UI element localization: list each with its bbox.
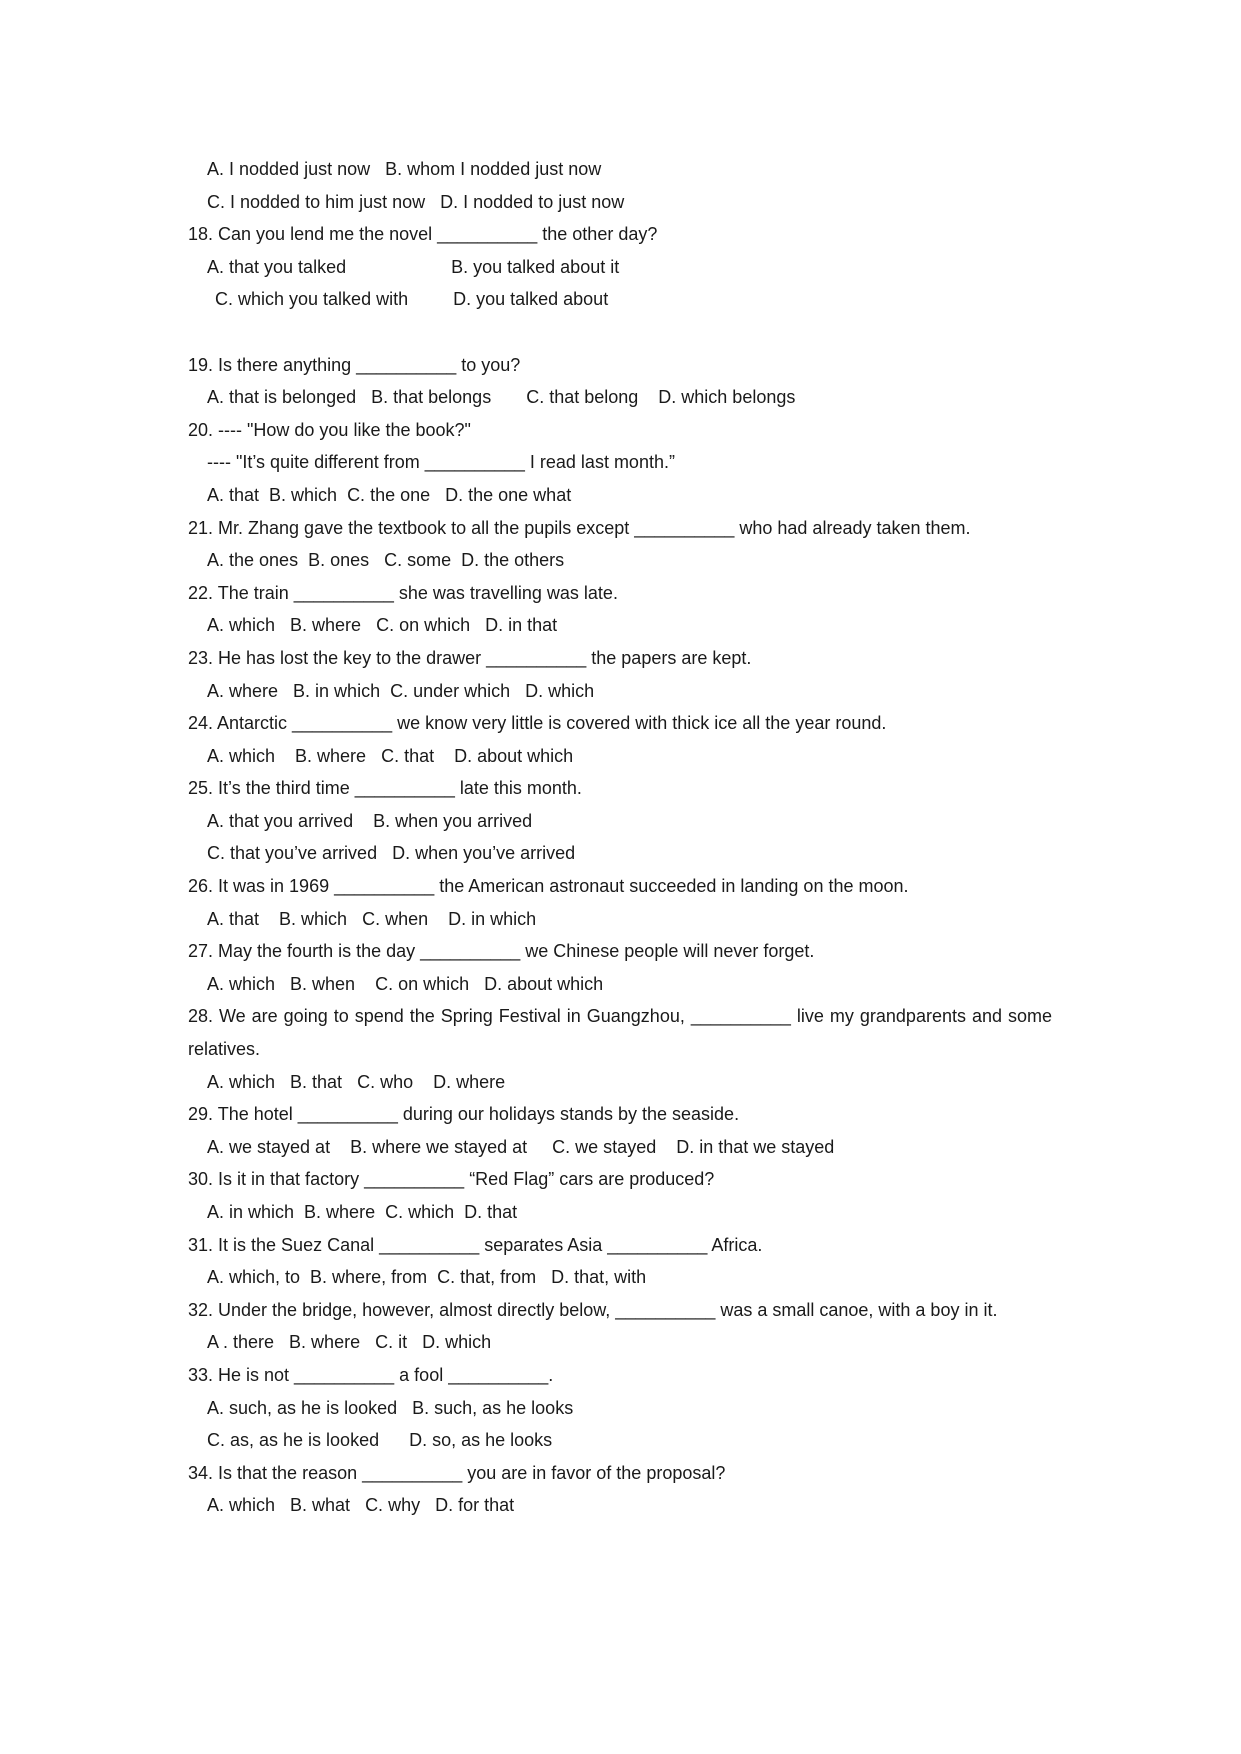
question-32: 32. Under the bridge, however, almost directly below, __________ was a small canoe, with a boy in it. bbox=[188, 1299, 998, 1320]
options-17a: A. I nodded just now B. whom I nodded just now bbox=[207, 159, 602, 179]
options-25b: C. that you’ve arrived D. when you’ve arrived bbox=[207, 843, 576, 864]
options-33a: A. such, as he is looked B. such, as he looks bbox=[207, 1397, 574, 1418]
question-29: 29. The hotel __________ during our holidays stands by the seaside. bbox=[188, 1104, 740, 1125]
options-20: A. that B. which C. the one D. the one what bbox=[207, 484, 572, 505]
options-32: A . there B. where C. it D. which bbox=[207, 1332, 492, 1353]
question-27: 27. May the fourth is the day __________ we Chinese people will never forget. bbox=[188, 941, 815, 962]
question-26: 26. It was in 1969 __________ the American astronaut succeeded in landing on the moon. bbox=[188, 876, 909, 897]
options-23: A. where B. in which C. under which D. which bbox=[207, 680, 595, 701]
question-24: 24. Antarctic __________ we know very little is covered with thick ice all the year round. bbox=[188, 713, 887, 734]
question-21: 21. Mr. Zhang gave the textbook to all the pupils except __________ who had already taken them. bbox=[188, 517, 971, 538]
options-28: A. which B. that C. who D. where bbox=[207, 1071, 506, 1092]
spacer bbox=[188, 316, 1052, 349]
options-19: A. that is belonged B. that belongs C. that belong D. which belongs bbox=[207, 387, 796, 408]
options-25a: A. that you arrived B. when you arrived bbox=[207, 810, 533, 831]
question-25: 25. It’s the third time __________ late this month. bbox=[188, 778, 582, 799]
options-34: A. which B. what C. why D. for that bbox=[207, 1495, 515, 1516]
options-17b: C. I nodded to him just now D. I nodded to just now bbox=[207, 191, 625, 212]
options-29: A. we stayed at B. where we stayed at C. we stayed D. in that we stayed bbox=[207, 1136, 835, 1157]
question-28: 28. We are going to spend the Spring Festival in Guangzhou, __________ live my grandparents and some relatives. bbox=[188, 1006, 1052, 1060]
question-34: 34. Is that the reason __________ you are in favor of the proposal? bbox=[188, 1462, 726, 1483]
question-list bbox=[188, 153, 1052, 1522]
question-20-reply: ---- "It’s quite different from __________ I read last month.” bbox=[207, 452, 675, 473]
question-30: 30. Is it in that factory __________ “Red Flag” cars are produced? bbox=[188, 1169, 715, 1190]
question-18: 18. Can you lend me the novel __________ the other day? bbox=[188, 224, 658, 245]
options-22: A. which B. where C. on which D. in that bbox=[207, 615, 558, 636]
options-18a: A. that you talked B. you talked about it bbox=[207, 256, 620, 277]
options-27: A. which B. when C. on which D. about which bbox=[207, 973, 604, 994]
options-33b: C. as, as he is looked D. so, as he looks bbox=[207, 1430, 553, 1451]
options-18b: C. which you talked with D. you talked about bbox=[215, 289, 609, 310]
options-24: A. which B. where C. that D. about which bbox=[207, 745, 574, 766]
question-22: 22. The train __________ she was travelling was late. bbox=[188, 582, 618, 603]
options-31: A. which, to B. where, from C. that, from D. that, with bbox=[207, 1267, 647, 1288]
options-30: A. in which B. where C. which D. that bbox=[207, 1202, 518, 1222]
question-20: 20. ---- "How do you like the book?" bbox=[188, 419, 471, 440]
question-31: 31. It is the Suez Canal __________ separates Asia __________ Africa. bbox=[188, 1234, 763, 1255]
question-19: 19. Is there anything __________ to you? bbox=[188, 354, 521, 375]
options-26: A. that B. which C. when D. in which bbox=[207, 908, 537, 929]
question-23: 23. He has lost the key to the drawer __________ the papers are kept. bbox=[188, 647, 752, 668]
options-21: A. the ones B. ones C. some D. the others bbox=[207, 550, 565, 571]
question-33: 33. He is not __________ a fool __________. bbox=[188, 1364, 554, 1385]
